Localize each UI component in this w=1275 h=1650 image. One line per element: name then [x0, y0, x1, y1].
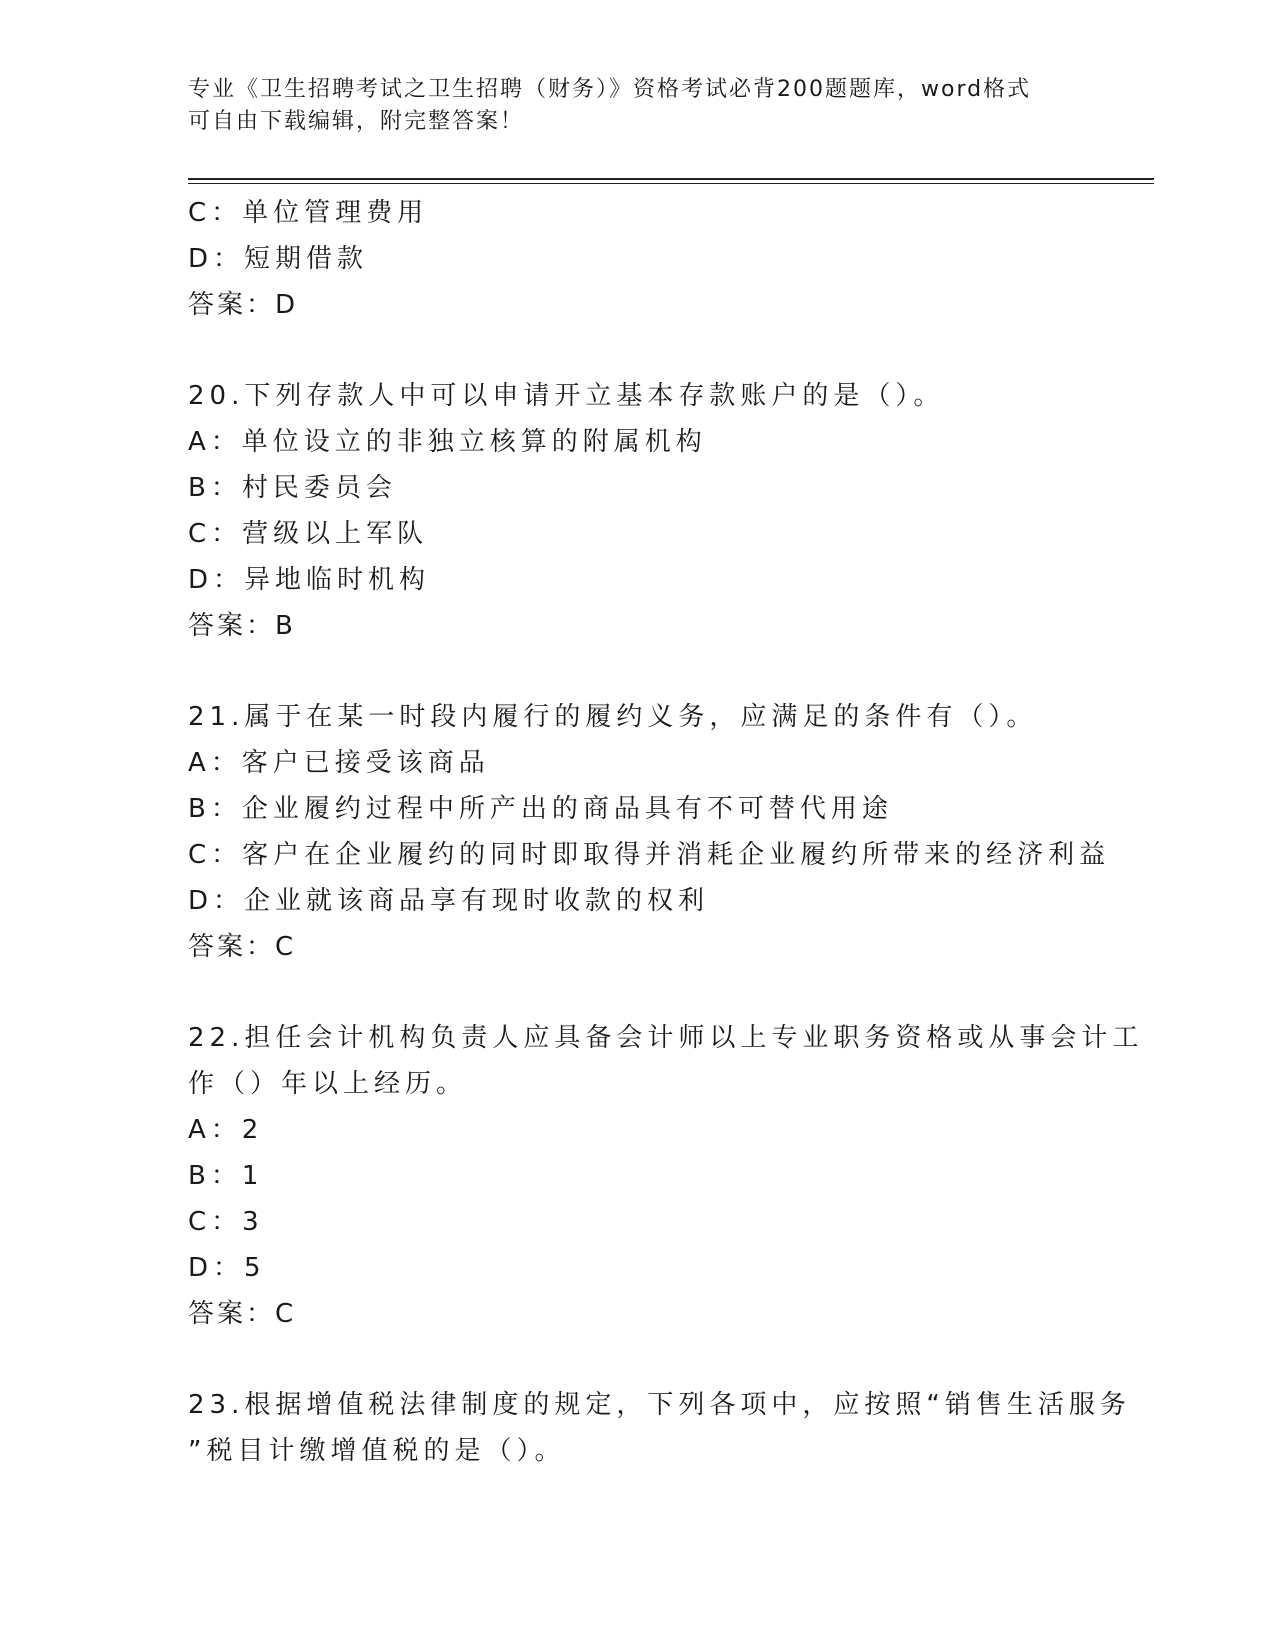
- option-a: A：客户已接受该商品: [188, 748, 490, 778]
- option-d: D：异地临时机构: [188, 565, 431, 595]
- question-text: 20.下列存款人中可以申请开立基本存款账户的是（）。: [188, 381, 945, 411]
- header-title-line-1: 专业《卫生招聘考试之卫生招聘（财务）》资格考试必背200题题库，word格式: [188, 77, 1032, 102]
- option-b: B：1: [188, 1161, 264, 1191]
- option-d: D：5: [188, 1253, 266, 1283]
- spacer: [188, 1337, 1088, 1382]
- question-block-previous: [188, 190, 1088, 328]
- option-c: C：3: [188, 1207, 264, 1237]
- question-text-line-2: ”税目计缴增值税的是（）。: [188, 1436, 566, 1466]
- option-c: C：营级以上军队: [188, 519, 429, 549]
- question-block-22: [188, 1015, 1144, 1337]
- answer-line: 答案：C: [188, 1299, 297, 1329]
- option-a: A：2: [188, 1115, 264, 1145]
- question-block-21: [188, 694, 1111, 970]
- question-block-20: [188, 373, 1088, 649]
- spacer: [188, 328, 1088, 373]
- answer-line: 答案：D: [188, 290, 299, 320]
- header-title-line-2: 可自由下载编辑，附完整答案！: [188, 109, 525, 134]
- question-text: 21.属于在某一时段内履行的履约义务，应满足的条件有（）。: [188, 702, 1038, 732]
- option-c: C：客户在企业履约的同时即取得并消耗企业履约所带来的经济利益: [188, 840, 1111, 870]
- document-header: [188, 74, 1068, 138]
- answer-line: 答案：B: [188, 611, 296, 641]
- question-block-23: [188, 1382, 1131, 1474]
- header-divider-thick: [188, 178, 1154, 180]
- option-a: A：单位设立的非独立核算的附属机构: [188, 427, 707, 457]
- option-b: B：企业履约过程中所产出的商品具有不可替代用途: [188, 794, 893, 824]
- question-list: [188, 190, 1144, 1474]
- question-text-line-1: 23.根据增值税法律制度的规定，下列各项中，应按照“销售生活服务: [188, 1390, 1131, 1420]
- spacer: [188, 970, 1088, 1015]
- question-text-line-1: 22.担任会计机构负责人应具备会计师以上专业职务资格或从事会计工: [188, 1023, 1144, 1053]
- question-text-line-2: 作（）年以上经历。: [188, 1069, 468, 1099]
- answer-line: 答案：C: [188, 932, 297, 962]
- spacer: [188, 649, 1088, 694]
- option-d: D：短期借款: [188, 244, 369, 274]
- option-b: B：村民委员会: [188, 473, 397, 503]
- option-d: D：企业就该商品享有现时收款的权利: [188, 886, 710, 916]
- option-c: C：单位管理费用: [188, 198, 429, 228]
- header-divider-thin: [188, 183, 1154, 184]
